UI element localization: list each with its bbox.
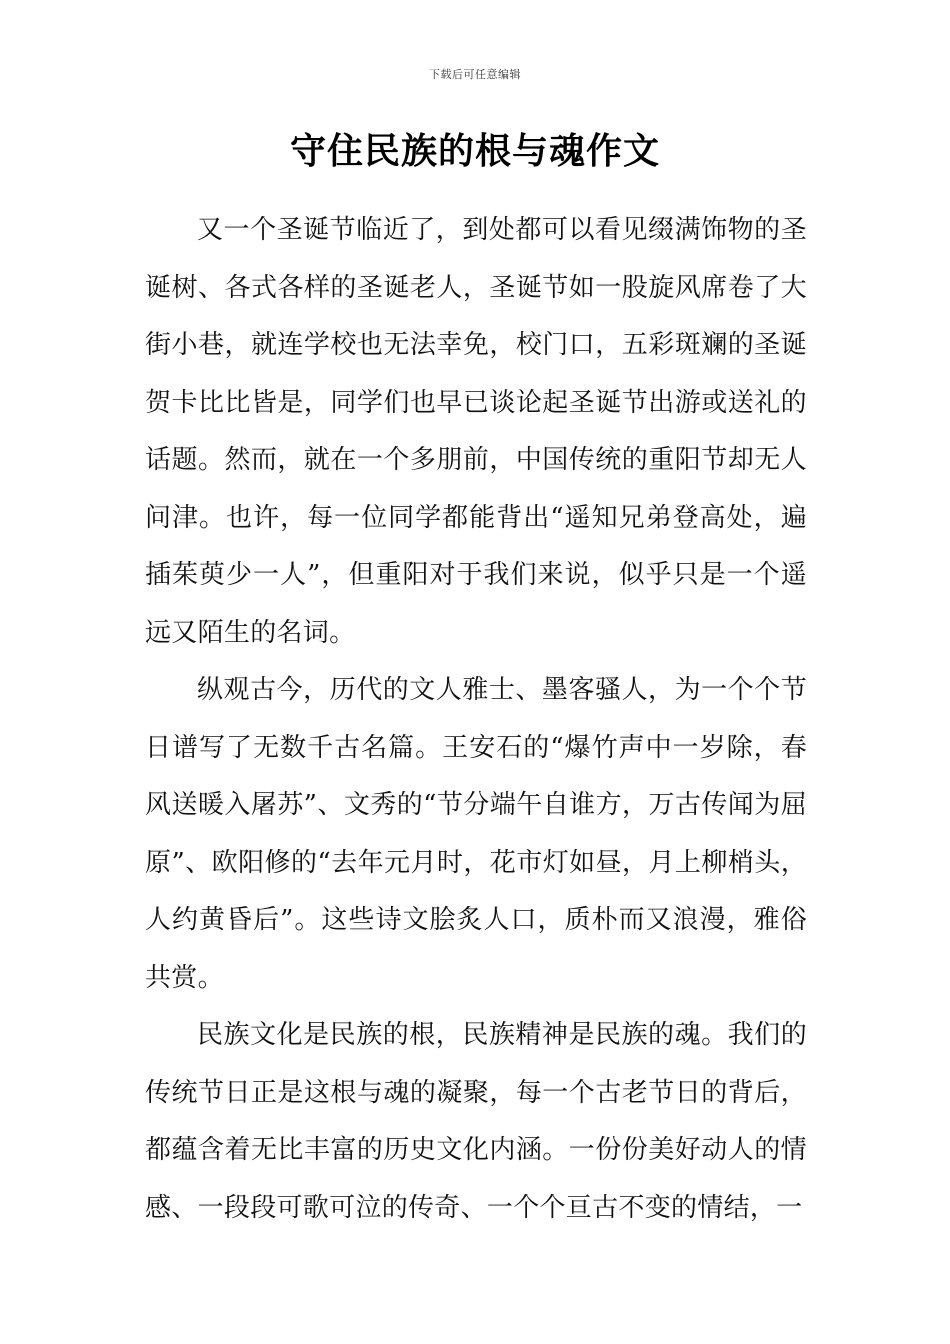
paragraph-christmas: 又一个圣诞节临近了，到处都可以看见缀满饰物的圣诞树、各式各样的圣诞老人，圣诞节如一股旋风席卷了大街小巷，就连学校也无法幸免，校门口，五彩斑斓的圣诞贺卡比比皆是，同学们也早已谈论起圣诞节出游或送礼的话题。然而，就在一个多朋前，中国传统的重阳节却无人问津。也许，每一位同学都能背出“遥知兄弟登高处，遍插茱萸少一人”，但重阳对于我们来说，似乎只是一个遥远又陌生的名词。 bbox=[145, 215, 807, 648]
document-title: 守住民族的根与魂作文 bbox=[289, 131, 660, 172]
download-note: 下载后可任意编辑 bbox=[429, 68, 521, 81]
document-body bbox=[145, 202, 807, 1237]
paragraph-culture: 民族文化是民族的根，民族精神是民族的魂。我们的传统节日正是这根与魂的凝聚，每一个古老节日的背后，都蕴含着无比丰富的历史文化内涵。一份份美好动人的情感、一段段可歌可泣的传奇、一个个亘古不变的情结，一 bbox=[145, 1020, 807, 1223]
paragraph-poems: 纵观古今，历代的文人雅士、墨客骚人，为一个个节日谱写了无数千古名篇。王安石的“爆竹声中一岁除，春风送暖入屠苏”、文秀的“节分端午自谁方，万古传闻为屈原”、欧阳修的“去年元月时，花市灯如昼，月上柳梢头，人约黄昏后”。这些诗文脍炙人口，质朴而又浪漫，雅俗共赏。 bbox=[145, 675, 807, 993]
